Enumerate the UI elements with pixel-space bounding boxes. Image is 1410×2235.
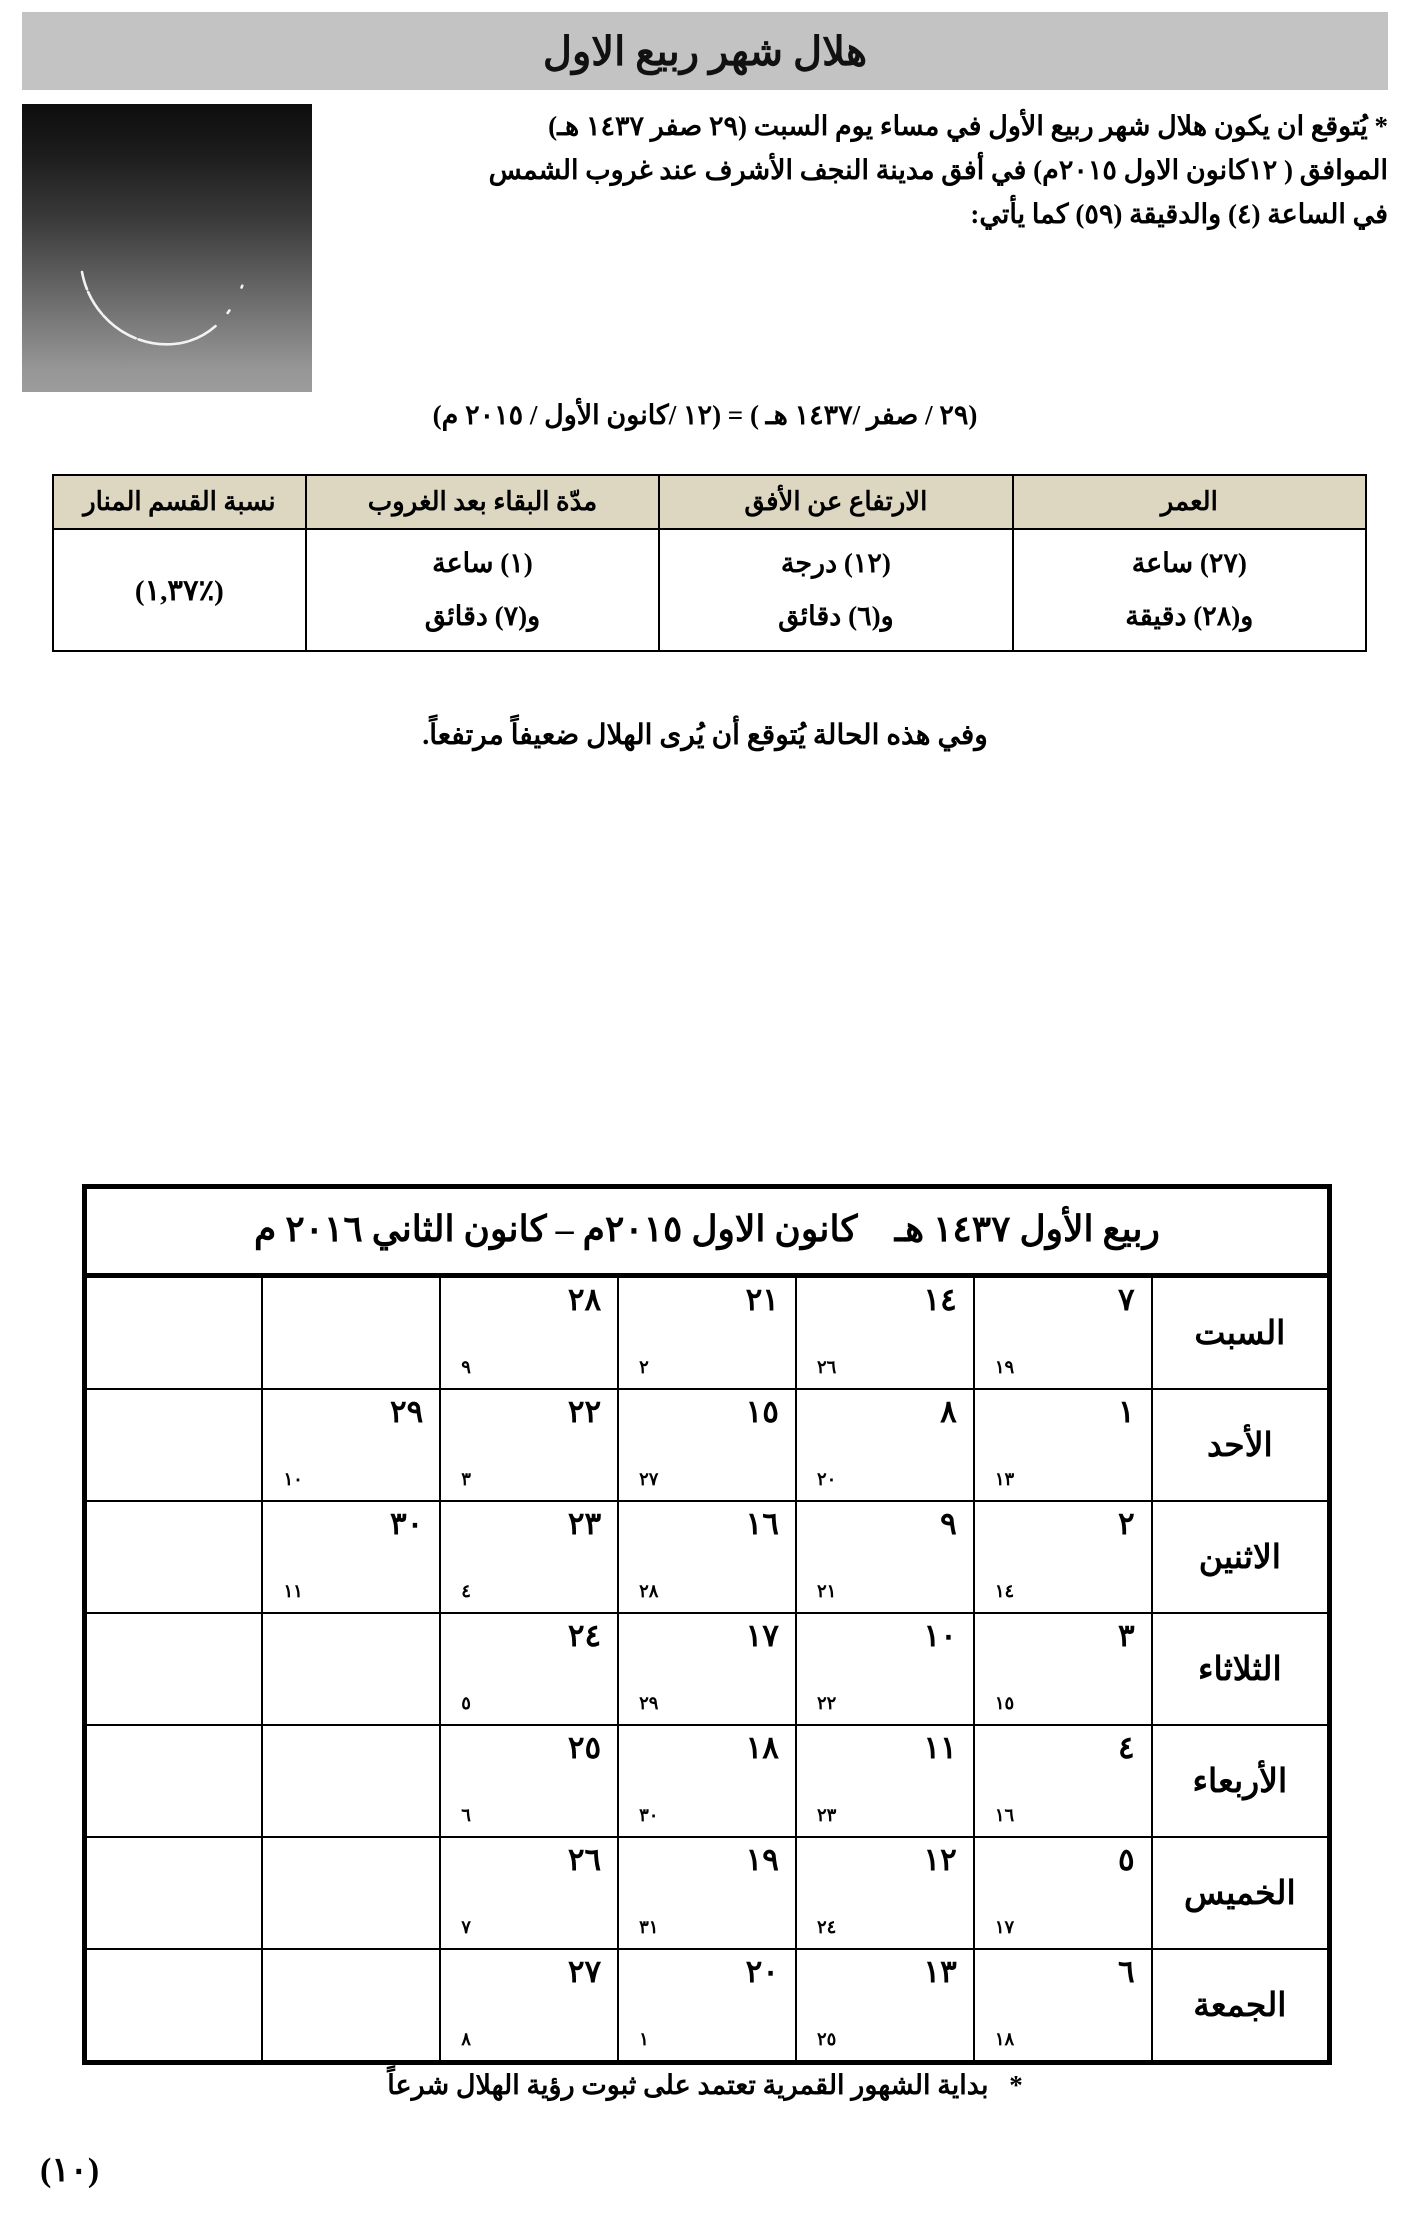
gregorian-date: ١٣ — [994, 1469, 1015, 1489]
hijri-date: ٢٦ — [567, 1842, 602, 1877]
table-header-row — [53, 475, 1366, 529]
hijri-date: ٢٨ — [567, 1282, 602, 1317]
gregorian-date: ١٤ — [994, 1581, 1015, 1601]
duration-hours: (١) ساعة — [432, 548, 533, 578]
gregorian-date: ١٧ — [994, 1917, 1015, 1937]
footnote-asterisk: * — [1009, 2070, 1023, 2100]
calendar-date-cell — [974, 1276, 1152, 1390]
gregorian-date: ٢٦ — [816, 1357, 837, 1377]
calendar-date-cell — [440, 1837, 618, 1949]
calendar-date-cell — [796, 1389, 974, 1501]
age-minutes: و(٢٨) دقيقة — [1125, 601, 1254, 631]
altitude-degrees: (١٢) درجة — [780, 548, 891, 578]
calendar-date-cell — [796, 1276, 974, 1390]
moon-data-table-container — [52, 474, 1367, 652]
calendar-date-cell — [85, 1276, 263, 1390]
hijri-date: ٥ — [1118, 1842, 1135, 1877]
calendar-week-row — [85, 1837, 1330, 1949]
calendar-day-name: الجمعة — [1152, 1949, 1330, 2063]
gregorian-date: ٤ — [461, 1581, 471, 1601]
calendar-date-cell — [796, 1949, 974, 2063]
hijri-date: ١٨ — [745, 1730, 779, 1765]
calendar-date-cell — [440, 1276, 618, 1390]
calendar-day-name: الاثنين — [1152, 1501, 1330, 1613]
calendar-date-cell — [974, 1725, 1152, 1837]
hijri-date: ٢٣ — [567, 1506, 602, 1541]
calendar-date-cell — [262, 1725, 440, 1837]
hijri-date: ٢٥ — [567, 1730, 602, 1765]
hijri-date: ١٦ — [745, 1506, 779, 1541]
column-header-age: العمر — [1013, 475, 1366, 529]
calendar-date-cell — [974, 1949, 1152, 2063]
hijri-date: ٧ — [1118, 1282, 1135, 1317]
gregorian-date: ٢٨ — [639, 1581, 659, 1601]
calendar-date-cell — [262, 1501, 440, 1613]
calendar-date-cell — [85, 1837, 263, 1949]
calendar-day-name: الثلاثاء — [1152, 1613, 1330, 1725]
calendar-date-cell — [262, 1837, 440, 1949]
hijri-date: ١٥ — [745, 1394, 779, 1429]
hijri-date: ١٣ — [923, 1954, 957, 1989]
gregorian-date: ٧ — [461, 1917, 471, 1937]
page-number: (١٠) — [40, 2152, 100, 2189]
hijri-date: ٢٩ — [389, 1394, 424, 1429]
hijri-date: ٢٠ — [745, 1954, 779, 1989]
gregorian-date: ٢٠ — [816, 1469, 837, 1489]
hijri-date: ٤ — [1118, 1730, 1135, 1765]
calendar-date-cell — [618, 1389, 796, 1501]
calendar-week-row — [85, 1725, 1330, 1837]
hijri-date: ١٤ — [923, 1282, 957, 1317]
duration-minutes: و(٧) دقائق — [424, 601, 541, 631]
hijri-date: ١١ — [923, 1730, 957, 1765]
hijri-date: ١ — [1118, 1394, 1135, 1429]
calendar-date-cell — [796, 1725, 974, 1837]
gregorian-date: ٢٤ — [816, 1917, 837, 1937]
hijri-date: ١٧ — [745, 1618, 779, 1653]
hijri-date: ٦ — [1118, 1954, 1135, 1989]
hijri-date: ٣ — [1118, 1618, 1135, 1653]
crescent-moon-photo — [22, 104, 312, 392]
hijri-date: ٢٢ — [567, 1394, 602, 1429]
hijri-date: ٢ — [1118, 1506, 1135, 1541]
gregorian-date: ٨ — [461, 2029, 471, 2049]
calendar-date-cell — [440, 1725, 618, 1837]
hijri-date: ١٩ — [745, 1842, 779, 1877]
gregorian-date: ٢٢ — [816, 1693, 837, 1713]
footnote — [0, 2070, 1410, 2101]
calendar-date-cell — [440, 1389, 618, 1501]
age-hours: (٢٧) ساعة — [1131, 548, 1247, 578]
calendar-date-cell — [618, 1613, 796, 1725]
calendar-title-row — [85, 1187, 1330, 1276]
calendar-date-cell — [85, 1613, 263, 1725]
column-header-altitude: الارتفاع عن الأفق — [659, 475, 1012, 529]
table-row — [53, 529, 1366, 651]
calendar-date-cell — [974, 1501, 1152, 1613]
moon-data-table — [52, 474, 1367, 652]
calendar-day-name: الخميس — [1152, 1837, 1330, 1949]
gregorian-date: ١٦ — [994, 1805, 1015, 1825]
cell-duration — [306, 529, 659, 651]
page-title: هلال شهر ربيع الاول — [542, 28, 868, 74]
conclusion-text: وفي هذه الحالة يُتوقع أن يُرى الهلال ضعيفاً مرتفعاً. — [422, 720, 988, 751]
hijri-gregorian-calendar — [82, 1184, 1332, 2065]
altitude-minutes: و(٦) دقائق — [778, 601, 894, 631]
gregorian-date: ٢٣ — [816, 1805, 837, 1825]
calendar-date-cell — [85, 1949, 263, 2063]
calendar-date-cell — [618, 1949, 796, 2063]
gregorian-date: ١٠ — [283, 1469, 303, 1489]
calendar-day-name: الأربعاء — [1152, 1725, 1330, 1837]
gregorian-date: ١٨ — [994, 2029, 1015, 2049]
calendar-date-cell — [440, 1949, 618, 2063]
calendar-day-name: الأحد — [1152, 1389, 1330, 1501]
gregorian-date: ١٥ — [994, 1693, 1015, 1713]
gregorian-date: ٩ — [461, 1357, 471, 1377]
calendar-date-cell — [85, 1389, 263, 1501]
gregorian-date: ٣ — [461, 1469, 471, 1489]
hijri-date: ٢٧ — [567, 1954, 602, 1989]
hijri-date: ٢٤ — [567, 1618, 602, 1653]
gregorian-date: ٢٧ — [639, 1469, 659, 1489]
calendar-week-row — [85, 1276, 1330, 1390]
calendar-date-cell — [85, 1501, 263, 1613]
calendar-date-cell — [796, 1613, 974, 1725]
intro-line-1: * يُتوقع ان يكون هلال شهر ربيع الأول في مساء يوم السبت (٢٩ صفر ١٤٣٧ هـ) — [548, 111, 1388, 141]
column-header-illumination: نسبة القسم المنار — [53, 475, 306, 529]
calendar-title — [85, 1187, 1330, 1276]
intro-line-3: في الساعة (٤) والدقيقة (٥٩) كما يأتي: — [970, 199, 1388, 229]
calendar-date-cell — [262, 1613, 440, 1725]
calendar-date-cell — [440, 1613, 618, 1725]
calendar-date-cell — [85, 1725, 263, 1837]
calendar-week-row — [85, 1613, 1330, 1725]
calendar-date-cell — [262, 1389, 440, 1501]
gregorian-date: ١٩ — [994, 1357, 1015, 1377]
calendar-date-cell — [618, 1837, 796, 1949]
calendar-date-cell — [618, 1276, 796, 1390]
date-equation: (٢٩ / صفر /١٤٣٧ هـ ) = (١٢ /كانون الأول / ٢٠١٥ م) — [432, 400, 978, 430]
calendar-week-row — [85, 1501, 1330, 1613]
gregorian-date: ٢٥ — [816, 2029, 837, 2049]
calendar-date-cell — [796, 1501, 974, 1613]
cell-age — [1013, 529, 1366, 651]
hijri-date: ٣٠ — [389, 1506, 424, 1541]
hijri-date: ١٢ — [923, 1842, 957, 1877]
gregorian-date: ٣١ — [639, 1917, 659, 1937]
gregorian-date: ٢١ — [816, 1581, 837, 1601]
calendar-date-cell — [440, 1501, 618, 1613]
calendar-container — [82, 1184, 1332, 2065]
calendar-date-cell — [262, 1949, 440, 2063]
illumination-percent: (٪١,٣٧) — [134, 574, 224, 607]
calendar-date-cell — [974, 1613, 1152, 1725]
column-header-duration: مدّة البقاء بعد الغروب — [306, 475, 659, 529]
calendar-day-name: السبت — [1152, 1276, 1330, 1390]
hijri-date: ٢١ — [745, 1282, 779, 1317]
calendar-date-cell — [974, 1389, 1152, 1501]
hijri-date: ٩ — [940, 1506, 957, 1541]
calendar-date-cell — [618, 1501, 796, 1613]
calendar-week-row — [85, 1389, 1330, 1501]
gregorian-date: ٦ — [461, 1805, 471, 1825]
gregorian-date: ٣٠ — [639, 1805, 659, 1825]
hijri-date: ١٠ — [923, 1618, 957, 1653]
gregorian-date: ٢٩ — [639, 1693, 659, 1713]
gregorian-date: ٢ — [639, 1357, 649, 1377]
cell-altitude — [659, 529, 1012, 651]
calendar-title-gregorian: كانون الاول ٢٠١٥م – كانون الثاني ٢٠١٦ م — [254, 1209, 858, 1249]
gregorian-date: ١١ — [283, 1581, 303, 1601]
hijri-date: ٨ — [940, 1394, 957, 1429]
footnote-text: بداية الشهور القمرية تعتمد على ثبوت رؤية الهلال شرعاً — [387, 2070, 989, 2100]
cell-illumination — [53, 529, 306, 651]
calendar-body — [85, 1276, 1330, 2063]
calendar-date-cell — [974, 1837, 1152, 1949]
gregorian-date: ٥ — [461, 1693, 471, 1713]
calendar-date-cell — [262, 1276, 440, 1390]
intro-line-2: الموافق ( ١٢كانون الاول ٢٠١٥م) في أفق مدينة النجف الأشرف عند غروب الشمس — [488, 155, 1388, 185]
calendar-date-cell — [796, 1837, 974, 1949]
page-header-banner — [22, 12, 1388, 90]
calendar-title-hijri: ربيع الأول ١٤٣٧ هـ — [894, 1209, 1160, 1249]
gregorian-date: ١ — [639, 2029, 649, 2049]
intro-paragraph — [348, 104, 1388, 236]
calendar-week-row — [85, 1949, 1330, 2063]
calendar-date-cell — [618, 1725, 796, 1837]
